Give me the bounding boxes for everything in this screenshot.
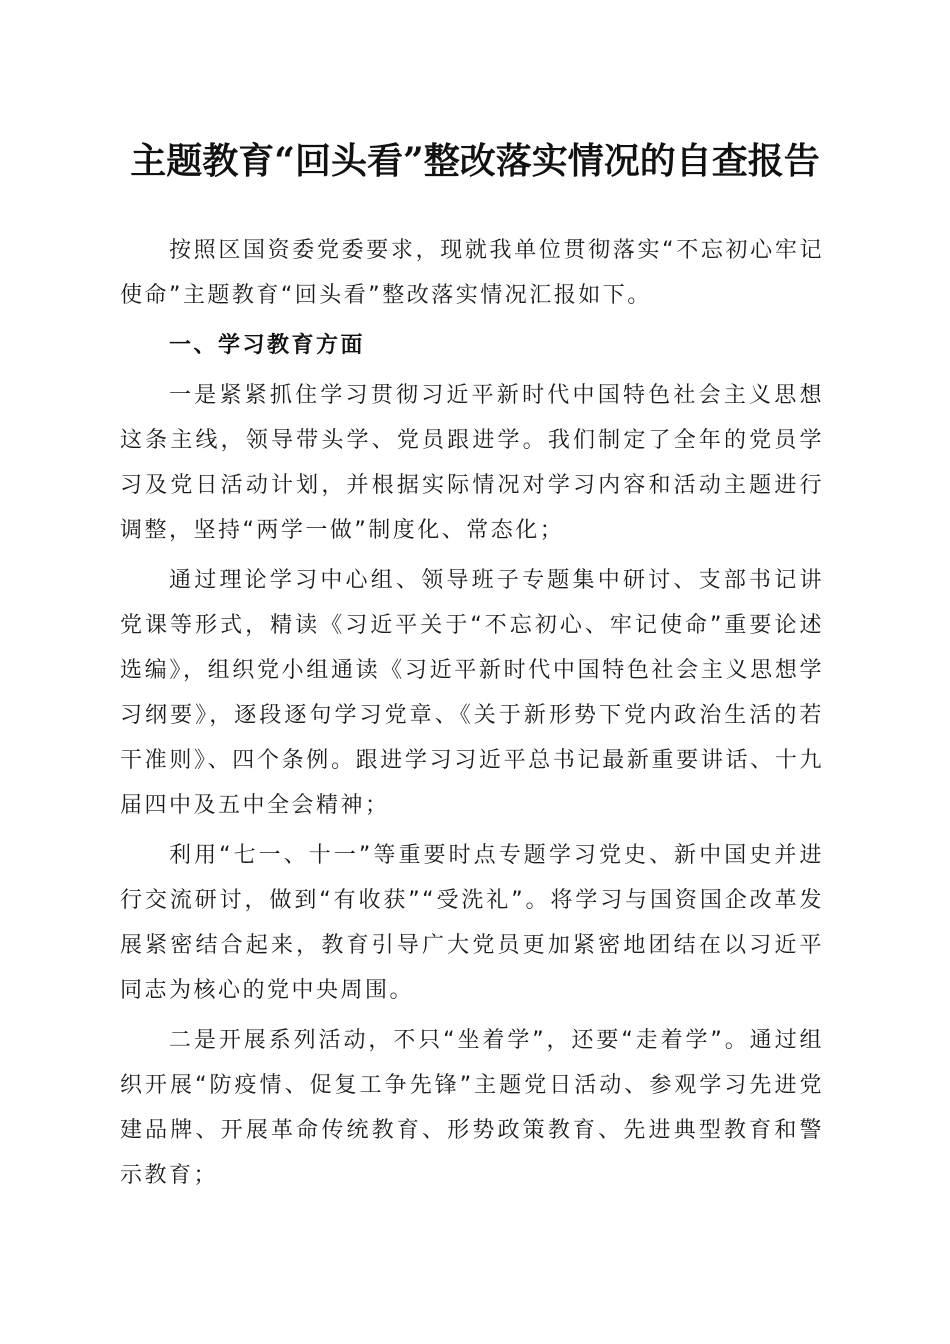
document-title: 主题教育“回头看”整改落实情况的自查报告 [130,140,820,182]
paragraph-2: 通过理论学习中心组、领导班子专题集中研讨、支部书记讲党课等形式，精读《习近平关于“不忘初心、牢记使命”重要论述选编》，组织党小组通读《习近平新时代中国特色社会主义思想学习纲要》，逐段逐句学习党章、《关于新形势下党内政治生活的若干准则》、四个条例。跟进学习习近平总书记最新重要讲话、十九届四中及五中全会精神； [120,568,824,818]
paragraph-1: 一是紧紧抓住学习贯彻习近平新时代中国特色社会主义思想这条主线，领导带头学、党员跟进学。我们制定了全年的党员学习及党日活动计划，并根据实际情况对学习内容和活动主题进行调整，坚持“两学一做”制度化、常态化； [120,383,824,543]
document-body [120,228,824,1203]
section-heading-study-education: 一、学习教育方面 [169,333,366,358]
paragraph-4: 二是开展系列活动，不只“坐着学”，还要“走着学”。通过组织开展“防疫情、促复工争先锋”主题党日活动、参观学习先进党建品牌、开展革命传统教育、形势政策教育、先进典型教育和警示教育； [120,1028,824,1188]
intro-paragraph: 按照区国资委党委要求，现就我单位贯彻落实“不忘初心牢记使命”主题教育“回头看”整改落实情况汇报如下。 [120,238,824,308]
paragraph-3: 利用“七一、十一”等重要时点专题学习党史、新中国史并进行交流研讨，做到“有收获”“受洗礼”。将学习与国资国企改革发展紧密结合起来，教育引导广大党员更加紧密地团结在以习近平同志为核心的党中央周围。 [120,843,824,1003]
